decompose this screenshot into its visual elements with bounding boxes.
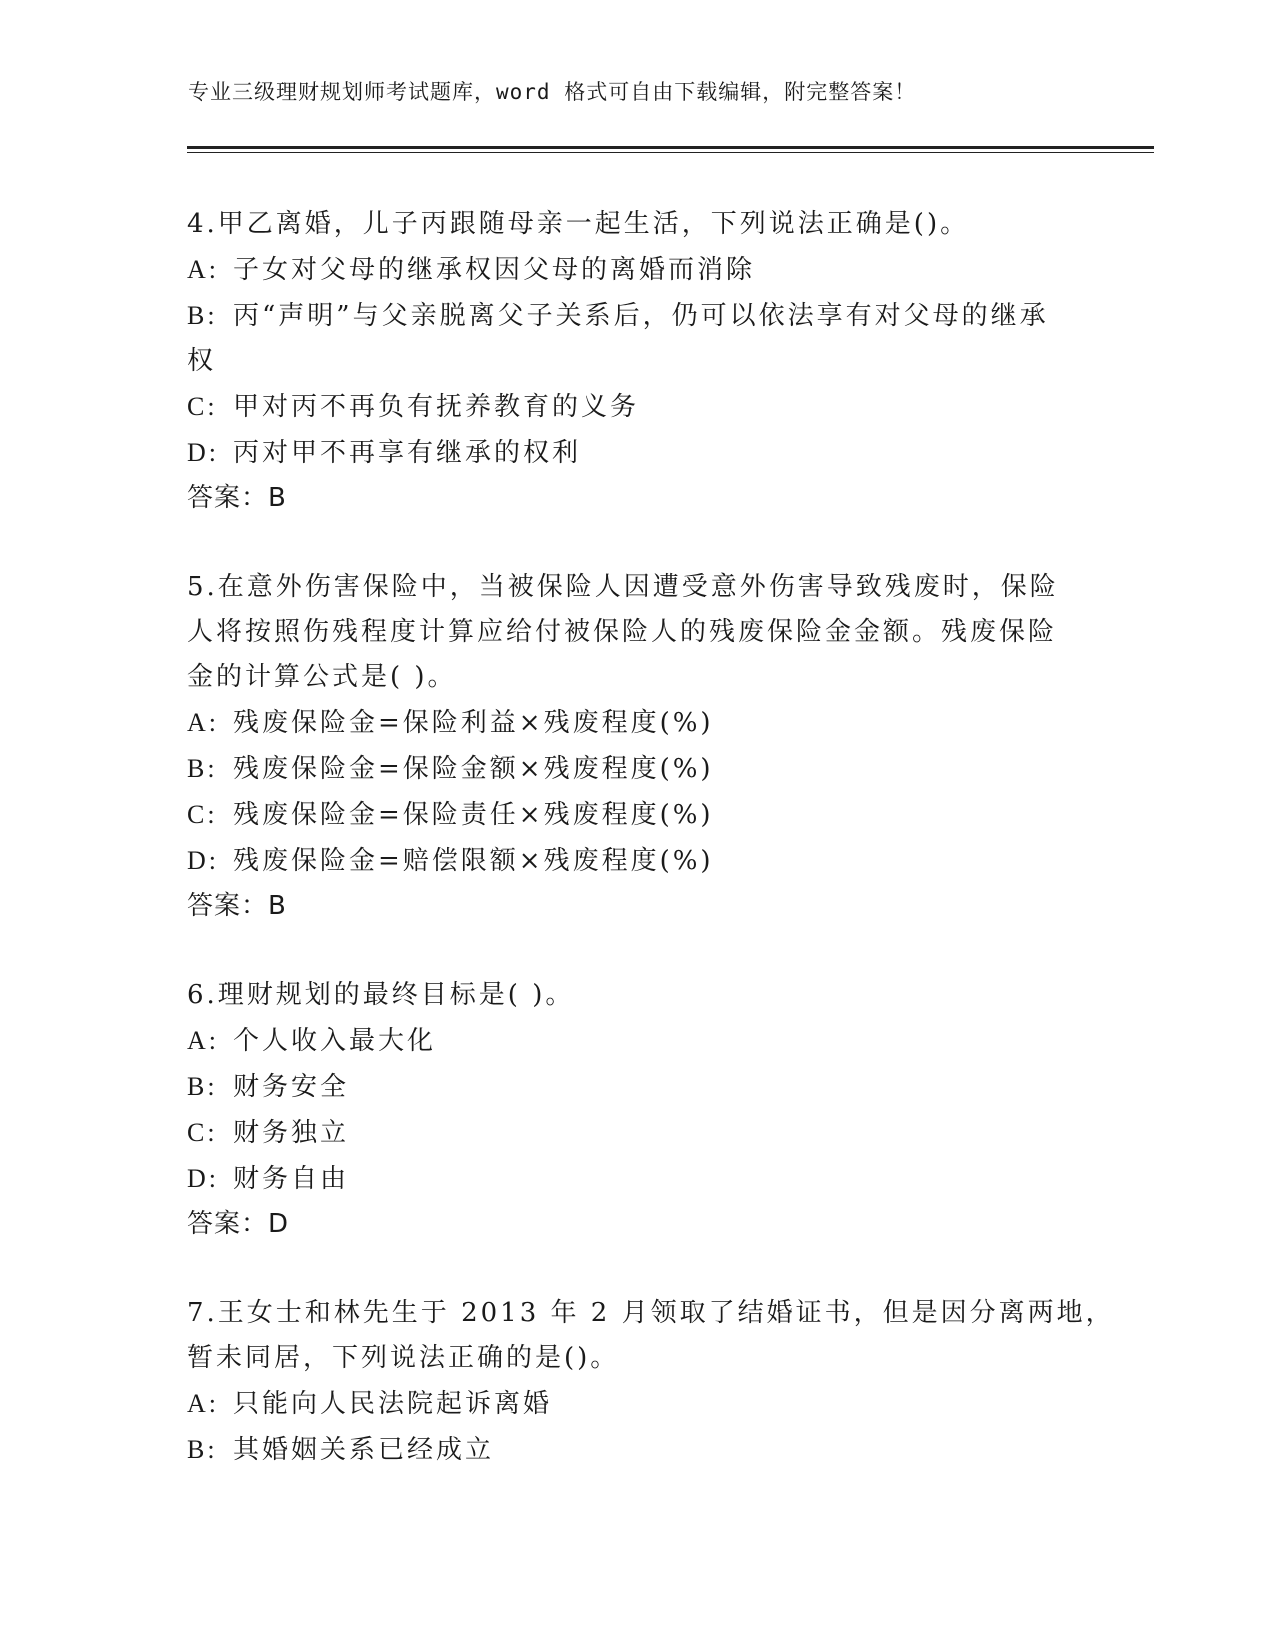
- question-stem: 6.理财规划的最终目标是( )。: [187, 980, 575, 1010]
- option-label: D:: [187, 846, 219, 875]
- question-stem: 7.王女士和林先生于 2013 年 2 月领取了结婚证书，但是因分离两地，: [187, 1298, 1115, 1328]
- option-text: 残废保险金=保险金额×残废程度(%): [233, 754, 714, 784]
- option-b-continued: 权: [187, 346, 217, 376]
- answer-line: 答案：B: [187, 483, 287, 513]
- question-stem: 金的计算公式是( )。: [187, 662, 457, 692]
- option-d: [187, 1156, 1087, 1202]
- page-header: 专业三级理财规划师考试题库，word 格式可自由下载编辑，附完整答案！: [188, 80, 917, 104]
- option-label: A:: [187, 255, 219, 284]
- answer-line: 答案：B: [187, 891, 287, 921]
- option-text: 财务自由: [233, 1164, 350, 1194]
- option-label: C:: [187, 392, 218, 421]
- option-label: C:: [187, 1118, 218, 1147]
- question-list: [187, 202, 1115, 1517]
- answer-line: 答案：D: [187, 1209, 290, 1239]
- option-c: [187, 1110, 1087, 1156]
- question-6: [187, 973, 1087, 1247]
- option-b: [187, 1064, 1087, 1110]
- option-label: A:: [187, 1389, 219, 1418]
- option-b: [187, 293, 1087, 339]
- option-text: 个人收入最大化: [233, 1026, 437, 1056]
- option-text: 残废保险金=保险责任×残废程度(%): [233, 800, 714, 830]
- option-c: [187, 792, 1087, 838]
- question-stem: 4.甲乙离婚，儿子丙跟随母亲一起生活，下列说法正确是()。: [187, 209, 970, 239]
- option-label: B:: [187, 301, 218, 330]
- option-d: [187, 430, 1087, 476]
- option-label: C:: [187, 800, 218, 829]
- option-text: 残废保险金=保险利益×残废程度(%): [233, 708, 714, 738]
- option-c: [187, 384, 1087, 430]
- option-label: D:: [187, 438, 219, 467]
- option-text: 财务独立: [233, 1118, 350, 1148]
- option-label: B:: [187, 1072, 218, 1101]
- option-d: [187, 838, 1087, 884]
- option-text: 残废保险金=赔偿限额×残废程度(%): [233, 846, 714, 876]
- option-text: 甲对丙不再负有抚养教育的义务: [233, 392, 640, 422]
- option-a: [187, 1381, 1087, 1427]
- option-label: B:: [187, 754, 218, 783]
- question-stem: 5.在意外伤害保险中，当被保险人因遭受意外伤害导致残废时，保险: [187, 572, 1059, 602]
- option-text: 财务安全: [233, 1072, 350, 1102]
- option-text: 子女对父母的继承权因父母的离婚而消除: [233, 255, 756, 285]
- question-7: [187, 1291, 1115, 1473]
- option-text: 丙“声明”与父亲脱离父子关系后，仍可以依法享有对父母的继承: [233, 301, 1049, 331]
- option-a: [187, 700, 1087, 746]
- option-label: A:: [187, 1026, 219, 1055]
- question-stem: 人将按照伤残程度计算应给付被保险人的残废保险金金额。残废保险: [187, 617, 1058, 647]
- option-text: 丙对甲不再享有继承的权利: [233, 438, 582, 468]
- question-4: [187, 202, 1087, 521]
- question-stem: 暂未同居，下列说法正确的是()。: [187, 1343, 620, 1373]
- option-text: 其婚姻关系已经成立: [233, 1435, 495, 1465]
- option-b: [187, 746, 1087, 792]
- option-a: [187, 1018, 1087, 1064]
- option-a: [187, 247, 1087, 293]
- option-b: [187, 1427, 1087, 1473]
- question-5: [187, 565, 1087, 929]
- option-label: B:: [187, 1435, 218, 1464]
- header-divider: [187, 146, 1154, 153]
- option-label: A:: [187, 708, 219, 737]
- option-text: 只能向人民法院起诉离婚: [233, 1389, 553, 1419]
- option-label: D:: [187, 1164, 219, 1193]
